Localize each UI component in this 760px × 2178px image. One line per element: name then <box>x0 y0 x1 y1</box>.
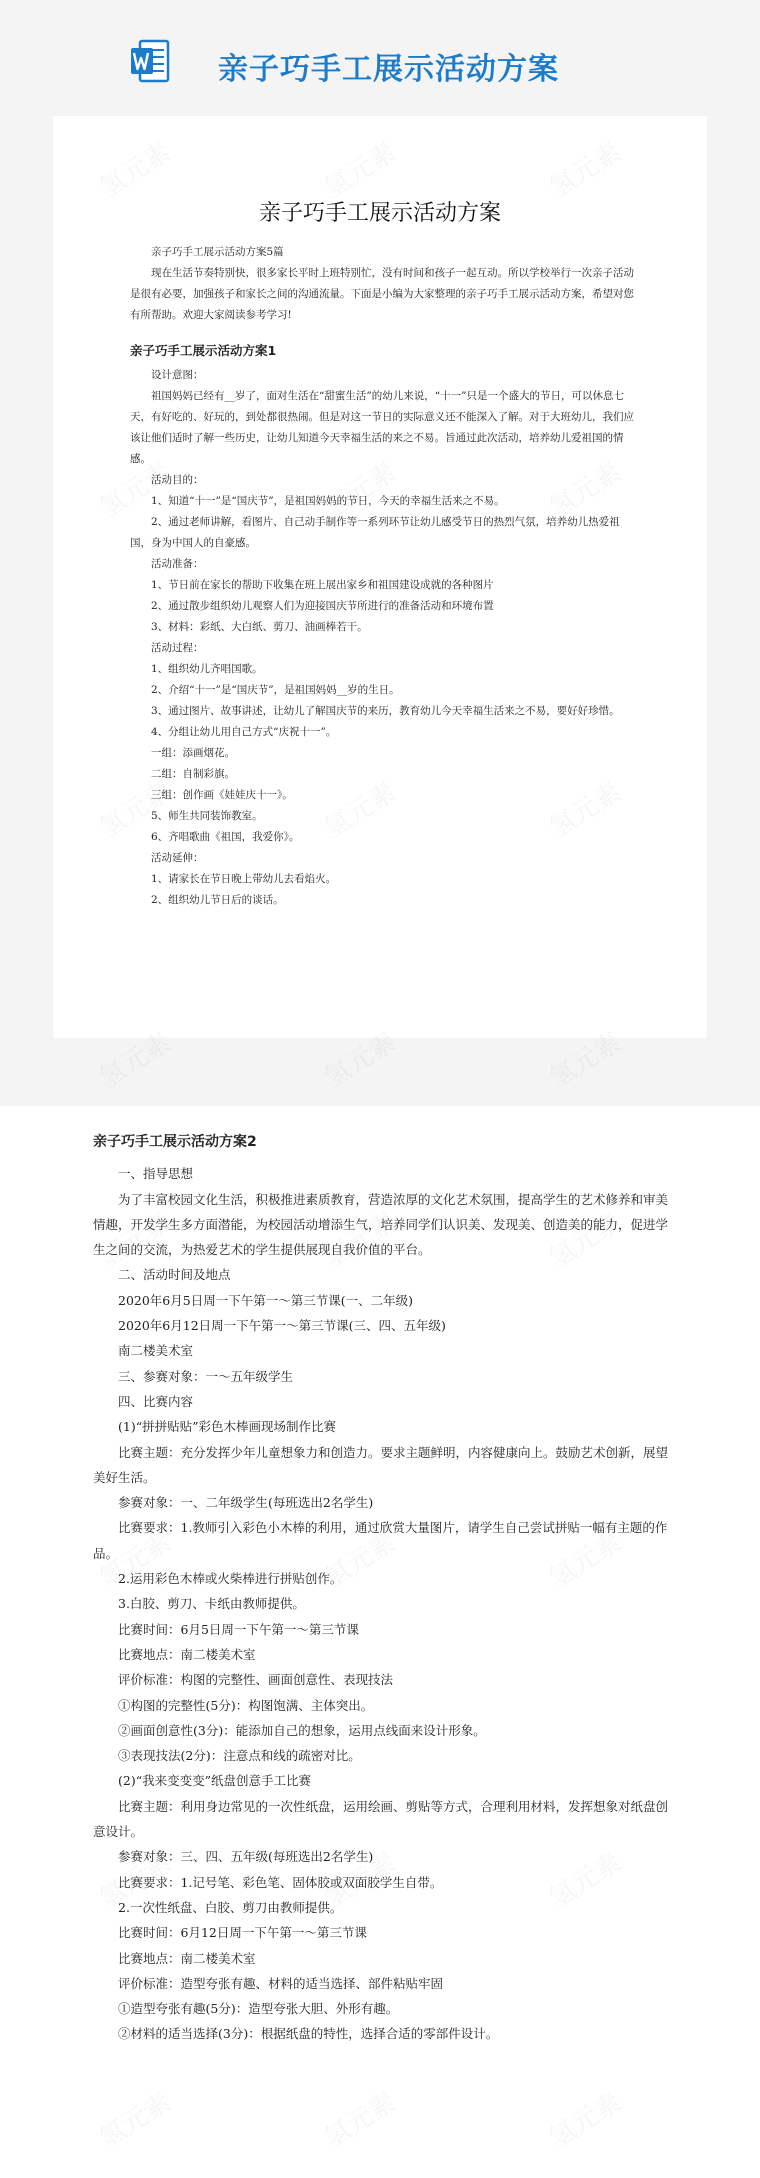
text-line: 1、节日前在家长的帮助下收集在班上展出家乡和祖国建设成就的各种图片 <box>151 579 494 591</box>
text-line: ②画面创意性(3分)：能添加自己的想象，运用点线面来设计形象。 <box>118 1722 486 1738</box>
document-page-1 <box>53 116 707 1038</box>
text-line: 评价标准：构图的完整性、画面创意性、表现技法 <box>118 1672 394 1688</box>
text-line: ②材料的适当选择(3分)：根据纸盘的特性，选择合适的零部件设计。 <box>118 2026 499 2042</box>
text-line: 南二楼美术室 <box>118 1343 194 1359</box>
text-paragraph: 比赛主题：利用身边常见的一次性纸盘，运用绘画、剪贴等方式，合理利用材料，发挥想象对纸盘创意设计。 <box>93 1798 669 1840</box>
text-line: (2)“我来变变变”纸盘创意手工比赛 <box>118 1773 311 1789</box>
text-line: 一、指导思想 <box>118 1166 194 1182</box>
text-line: 三组：创作画《娃娃庆十一》。 <box>151 789 293 801</box>
text-paragraph: 祖国妈妈已经有__岁了，面对生活在“甜蜜生活”的幼儿来说，“十一”只是一个盛大的节日，可以休息七天，有好吃的、好玩的，到处都很热闹。但是对这一节日的实际意义还不能深入了解。对于大班幼儿，我们应该让他们适时了解一些历史，让幼儿知道今天幸福生活的来之不易。旨通过此次活动，培养幼儿爱祖国的情感。 <box>130 390 634 465</box>
text-line: 比赛要求：1.记号笔、彩色笔、固体胶或双面胶学生自带。 <box>118 1874 443 1890</box>
word-document-icon <box>130 38 170 84</box>
text-line: 2020年6月5日周一下午第一～第三节课(一、二年级) <box>118 1292 413 1308</box>
text-line: ①造型夸张有趣(5分)：造型夸张大胆、外形有趣。 <box>118 2001 399 2017</box>
text-line: 比赛地点：南二楼美术室 <box>118 1646 256 1662</box>
text-line: 6、齐唱歌曲《祖国，我爱你》。 <box>151 831 300 843</box>
text-line: 设计意图： <box>151 369 204 381</box>
text-line: 2、组织幼儿节日后的谈话。 <box>151 894 284 906</box>
text-line: 1、知道“十一”是“国庆节”，是祖国妈妈的节日，今天的幸福生活来之不易。 <box>151 495 505 507</box>
text-line: 2.运用彩色木棒或火柴棒进行拼贴创作。 <box>118 1571 343 1587</box>
text-line: 5、师生共同装饰教室。 <box>151 810 263 822</box>
text-paragraph: 比赛要求：1.教师引入彩色小木棒的利用，通过欣赏大量图片，请学生自己尝试拼贴一幅有主题的作品。 <box>93 1520 668 1561</box>
page-2-content <box>93 1130 673 2047</box>
text-line: 2.一次性纸盘、白胶、剪刀由教师提供。 <box>118 1899 343 1915</box>
text-line: 1、请家长在节日晚上带幼儿去看焰火。 <box>151 873 337 885</box>
document-title: 亲子巧手工展示活动方案 <box>258 201 501 226</box>
text-line: 2、通过散步组织幼儿观察人们为迎接国庆节所进行的准备活动和环境布置 <box>151 600 494 612</box>
header-title: 亲子巧手工展示活动方案 <box>218 52 559 87</box>
text-line: 活动准备： <box>151 558 204 570</box>
text-line: ③表现技法(2分)：注意点和线的疏密对比。 <box>118 1748 361 1764</box>
text-line: 3、通过图片、故事讲述，让幼儿了解国庆节的来历，教育幼儿今天幸福生活来之不易，要好好珍惜。 <box>151 705 620 717</box>
text-line: 活动目的： <box>151 474 204 486</box>
text-line: 1、组织幼儿齐唱国歌。 <box>151 663 263 675</box>
text-paragraph: 2、通过老师讲解，看图片、自己动手制作等一系列环节让幼儿感受节日的热烈气氛，培养幼儿热爱祖国，身为中国人的自豪感。 <box>130 516 620 549</box>
text-line: 2、介绍“十一”是“国庆节”，是祖国妈妈__岁的生日。 <box>151 684 400 696</box>
text-line: 一组：添画烟花。 <box>151 747 235 759</box>
text-line: 2020年6月12日周一下午第一～第三节课(三、四、五年级) <box>118 1318 446 1334</box>
text-line: ①构图的完整性(5分)：构图饱满、主体突出。 <box>118 1697 374 1713</box>
text-line: 二、活动时间及地点 <box>118 1267 231 1283</box>
text-line: 活动延伸： <box>151 852 204 864</box>
intro-subtitle: 亲子巧手工展示活动方案5篇 <box>151 246 284 258</box>
text-line: 比赛时间：6月5日周一下午第一～第三节课 <box>118 1621 359 1637</box>
text-line: 3.白胶、剪刀、卡纸由教师提供。 <box>118 1596 305 1612</box>
text-line: 参赛对象：一、二年级学生(每班选出2名学生) <box>118 1495 374 1511</box>
text-line: (1)“拼拼贴贴”彩色木棒画现场制作比赛 <box>118 1419 336 1435</box>
text-line: 4、分组让幼儿用自己方式“庆祝十一”。 <box>151 726 337 738</box>
page-1-content <box>130 242 640 911</box>
text-paragraph: 比赛主题：充分发挥少年儿童想象力和创造力。要求主题鲜明，内容健康向上。鼓励艺术创新，展望美好生活。 <box>93 1444 669 1485</box>
document-page-2 <box>0 1106 760 2178</box>
text-line: 活动过程： <box>151 642 204 654</box>
text-line: 二组：自制彩旗。 <box>151 768 235 780</box>
text-line: 评价标准：造型夸张有趣、材料的适当选择、部件粘贴牢固 <box>118 1975 444 1991</box>
text-line: 参赛对象：三、四、五年级(每班选出2名学生) <box>118 1849 374 1865</box>
text-line: 3、材料：彩纸、大白纸、剪刀、油画棒若干。 <box>151 621 368 633</box>
text-line: 四、比赛内容 <box>118 1393 194 1409</box>
section-2-title: 亲子巧手工展示活动方案2 <box>93 1134 257 1150</box>
document-header <box>0 0 760 120</box>
text-line: 比赛时间：6月12日周一下午第一～第三节课 <box>118 1925 367 1941</box>
text-line: 比赛地点：南二楼美术室 <box>118 1950 256 1966</box>
section-1-title: 亲子巧手工展示活动方案1 <box>130 343 277 358</box>
intro-paragraph: 现在生活节奏特别快，很多家长平时上班特别忙，没有时间和孩子一起互动。所以学校举行一次亲子活动是很有必要，加强孩子和家长之间的沟通流量。下面是小编为大家整理的亲子巧手工展示活动方案，希望对您有所帮助。欢迎大家阅读参考学习! <box>130 267 634 321</box>
text-line: 三、参赛对象：一～五年级学生 <box>118 1368 294 1384</box>
text-paragraph: 为了丰富校园文化生活，积极推进素质教育，营造浓厚的文化艺术氛围，提高学生的艺术修养和审美情趣，开发学生多方面潜能，为校园活动增添生气，培养同学们认识美、发现美、创造美的能力，促进学生之间的交流，为热爱艺术的学生提供展现自我价值的平台。 <box>93 1191 669 1258</box>
